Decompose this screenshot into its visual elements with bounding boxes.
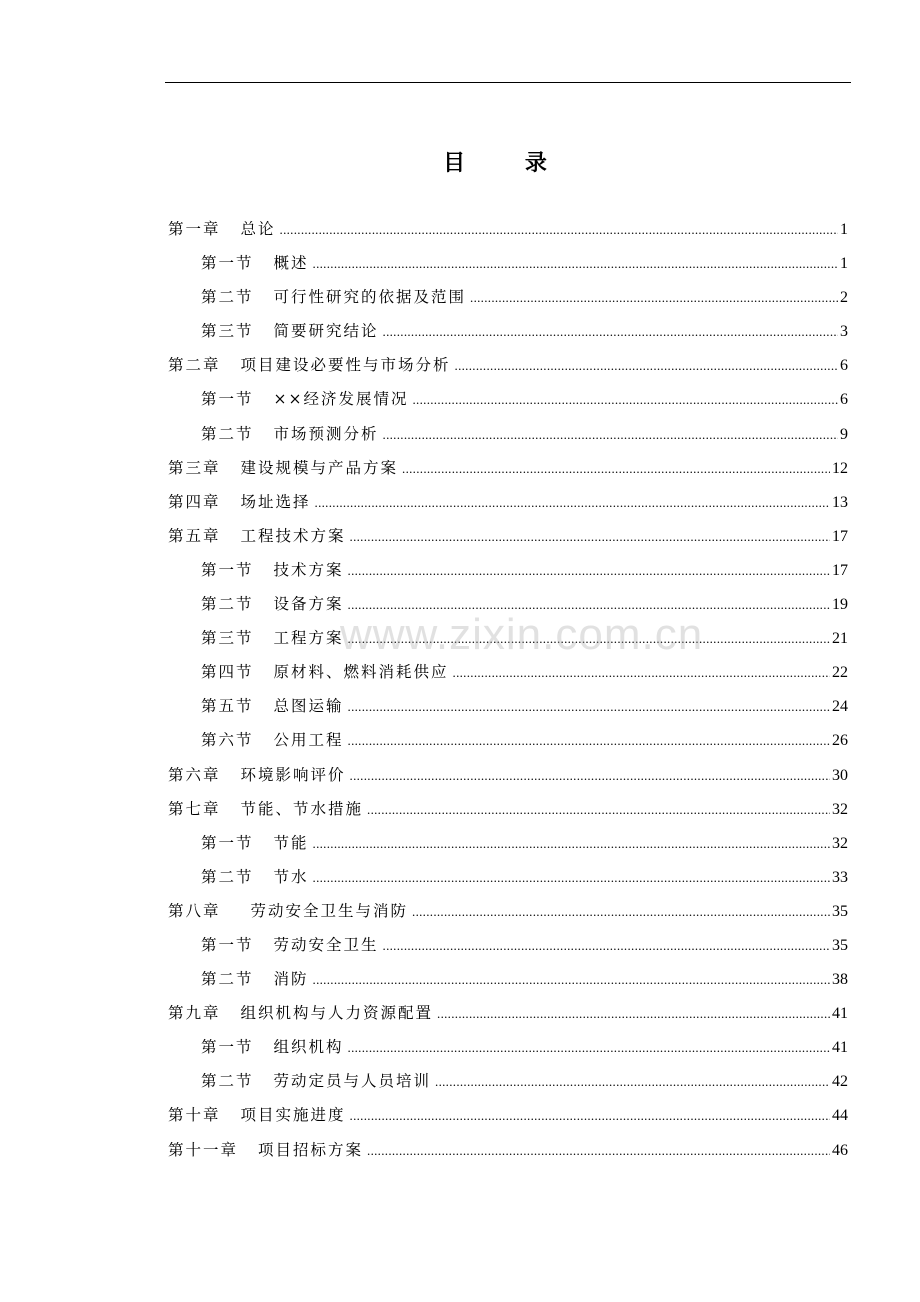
toc-entry-number: 第十一章 — [168, 1140, 239, 1159]
toc-page-number: 35 — [832, 902, 848, 920]
toc-chapter-entry[interactable] — [168, 350, 848, 384]
toc-entry-title: 公用工程 — [273, 731, 344, 750]
toc-section-entry[interactable] — [168, 657, 848, 691]
toc-dot-leader — [348, 692, 830, 722]
toc-entry-title: 项目实施进度 — [240, 1106, 346, 1125]
toc-chapter-entry[interactable] — [168, 453, 848, 487]
toc-entry-number: 第一节 — [201, 935, 254, 954]
toc-entry-title: 简要研究结论 — [273, 322, 379, 341]
toc-entry-number: 第二节 — [201, 1072, 254, 1091]
toc-dot-leader — [313, 863, 830, 893]
toc-page-number: 22 — [832, 664, 848, 682]
toc-page-number: 17 — [832, 561, 848, 579]
toc-section-entry[interactable] — [168, 725, 848, 759]
toc-entry-number: 第十章 — [168, 1106, 221, 1125]
toc-entry-title: 技术方案 — [273, 560, 344, 579]
toc-page-number: 46 — [832, 1141, 848, 1159]
toc-section-entry[interactable] — [168, 419, 848, 453]
toc-chapter-entry[interactable] — [168, 760, 848, 794]
toc-entry-title: 组织机构 — [273, 1038, 344, 1057]
toc-chapter-entry[interactable] — [168, 487, 848, 521]
page-title: 目 录 — [443, 151, 573, 176]
toc-entry-number: 第三节 — [201, 322, 254, 341]
toc-dot-leader — [412, 897, 830, 927]
toc-page-number: 6 — [840, 357, 848, 375]
toc-entry-title: 项目招标方案 — [258, 1140, 364, 1159]
toc-page-number: 32 — [832, 834, 848, 852]
toc-chapter-entry[interactable] — [168, 794, 848, 828]
toc-section-entry[interactable] — [168, 623, 848, 657]
toc-entry-title: 设备方案 — [273, 595, 344, 614]
toc-entry-title: ××经济发展情况 — [273, 390, 409, 409]
toc-entry-title: 总论 — [240, 220, 276, 238]
toc-entry-title: 劳动定员与人员培训 — [273, 1072, 432, 1091]
toc-dot-leader — [348, 590, 830, 620]
toc-entry-title: 场址选择 — [240, 492, 311, 511]
toc-entry-number: 第七章 — [168, 799, 221, 818]
toc-section-entry[interactable] — [168, 248, 848, 282]
watermark: www.zixin.com.cn — [340, 610, 704, 659]
toc-dot-leader — [280, 215, 838, 245]
toc-dot-leader — [313, 965, 830, 995]
toc-entry-number: 第二节 — [201, 288, 254, 307]
toc-entry-title: 环境影响评价 — [240, 765, 346, 784]
toc-section-entry[interactable] — [168, 828, 848, 862]
toc-entry-title: 市场预测分析 — [273, 424, 379, 443]
toc-page-number: 41 — [832, 1039, 848, 1057]
toc-entry-number: 第二节 — [201, 424, 254, 443]
toc-entry-title: 工程技术方案 — [240, 526, 346, 545]
toc-page-number: 33 — [832, 868, 848, 886]
toc-dot-leader — [437, 999, 830, 1029]
toc-section-entry[interactable] — [168, 964, 848, 998]
toc-entry-title: 劳动安全卫生与消防 — [250, 901, 409, 920]
toc-entry-title: 节能 — [273, 833, 309, 852]
toc-entry-number: 第一节 — [201, 1038, 254, 1057]
toc-page-number: 42 — [832, 1073, 848, 1091]
toc-entry-title: 劳动安全卫生 — [273, 935, 379, 954]
toc-entry-number: 第一节 — [201, 390, 254, 409]
toc-dot-leader — [348, 726, 830, 756]
toc-section-entry[interactable] — [168, 384, 848, 418]
toc-entry-number: 第三章 — [168, 458, 221, 477]
toc-page-number: 13 — [832, 493, 848, 511]
toc-page-number: 2 — [840, 289, 848, 307]
toc-entry-number: 第三节 — [201, 629, 254, 648]
toc-section-entry[interactable] — [168, 691, 848, 725]
toc-chapter-entry[interactable] — [168, 214, 848, 248]
toc-entry-title: 组织机构与人力资源配置 — [240, 1004, 434, 1023]
toc-dot-leader — [348, 624, 830, 654]
toc-entry-number: 第一节 — [201, 254, 254, 273]
toc-dot-leader — [315, 488, 830, 518]
toc-dot-leader — [350, 761, 830, 791]
toc-dot-leader — [350, 522, 830, 552]
toc-dot-leader — [453, 658, 830, 688]
toc-entry-title: 工程方案 — [273, 629, 344, 648]
toc-section-entry[interactable] — [168, 316, 848, 350]
toc-page-number: 1 — [840, 255, 848, 273]
toc-entry-number: 第二节 — [201, 867, 254, 886]
toc-section-entry[interactable] — [168, 1066, 848, 1100]
toc-dot-leader — [313, 829, 830, 859]
toc-chapter-entry[interactable] — [168, 1100, 848, 1134]
toc-entry-number: 第二章 — [168, 356, 221, 375]
toc-entry-number: 第一节 — [201, 833, 254, 852]
toc-chapter-entry[interactable] — [168, 1135, 848, 1169]
toc-page-number: 26 — [832, 732, 848, 750]
toc-page-number: 41 — [832, 1005, 848, 1023]
toc-section-entry[interactable] — [168, 282, 848, 316]
toc-chapter-entry[interactable] — [168, 896, 848, 930]
header-rule — [165, 82, 851, 83]
toc-section-entry[interactable] — [168, 930, 848, 964]
toc-page-number: 32 — [832, 800, 848, 818]
toc-section-entry[interactable] — [168, 862, 848, 896]
toc-dot-leader — [348, 1033, 830, 1063]
toc-page-number: 17 — [832, 527, 848, 545]
toc-dot-leader — [350, 1101, 830, 1131]
toc-entry-title: 消防 — [273, 970, 309, 989]
toc-page-number: 19 — [832, 596, 848, 614]
toc-dot-leader — [367, 1136, 830, 1166]
toc-page-number: 21 — [832, 630, 848, 648]
toc-entry-title: 节水 — [273, 867, 309, 886]
table-of-contents — [168, 214, 848, 1169]
toc-dot-leader — [383, 420, 838, 450]
toc-dot-leader — [402, 454, 830, 484]
toc-dot-leader — [455, 351, 838, 381]
toc-dot-leader — [435, 1067, 830, 1097]
toc-page-number: 30 — [832, 766, 848, 784]
toc-entry-title: 原材料、燃料消耗供应 — [273, 663, 449, 682]
toc-entry-title: 建设规模与产品方案 — [240, 458, 399, 477]
toc-entry-number: 第二节 — [201, 595, 254, 614]
toc-page-number: 35 — [832, 936, 848, 954]
toc-entry-title: 项目建设必要性与市场分析 — [240, 356, 451, 375]
toc-chapter-entry[interactable] — [168, 521, 848, 555]
toc-section-entry[interactable] — [168, 555, 848, 589]
toc-section-entry[interactable] — [168, 589, 848, 623]
toc-entry-number: 第八章 — [168, 901, 221, 920]
toc-page-number: 12 — [832, 459, 848, 477]
toc-entry-number: 第四章 — [168, 492, 221, 511]
toc-entry-title: 节能、节水措施 — [240, 799, 364, 818]
toc-chapter-entry[interactable] — [168, 998, 848, 1032]
toc-dot-leader — [413, 385, 839, 415]
toc-page-number: 6 — [840, 391, 848, 409]
toc-dot-leader — [383, 931, 830, 961]
toc-dot-leader — [348, 556, 830, 586]
toc-entry-number: 第四节 — [201, 663, 254, 682]
toc-page-number: 9 — [840, 425, 848, 443]
toc-entry-number: 第一节 — [201, 560, 254, 579]
toc-page-number: 24 — [832, 698, 848, 716]
toc-entry-number: 第二节 — [201, 970, 254, 989]
toc-entry-number: 第九章 — [168, 1004, 221, 1023]
toc-entry-number: 第五节 — [201, 697, 254, 716]
toc-dot-leader — [470, 283, 838, 313]
toc-page-number: 44 — [832, 1107, 848, 1125]
toc-dot-leader — [367, 795, 830, 825]
toc-entry-number: 第五章 — [168, 526, 221, 545]
toc-entry-title: 概述 — [273, 254, 309, 273]
toc-section-entry[interactable] — [168, 1032, 848, 1066]
toc-page-number: 1 — [840, 221, 848, 238]
toc-entry-number: 第六章 — [168, 765, 221, 784]
toc-entry-title: 总图运输 — [273, 697, 344, 716]
toc-page-number: 38 — [832, 971, 848, 989]
toc-entry-number: 第一章 — [168, 220, 221, 238]
toc-entry-title: 可行性研究的依据及范围 — [273, 288, 467, 307]
toc-entry-number: 第六节 — [201, 731, 254, 750]
toc-page-number: 3 — [840, 323, 848, 341]
toc-dot-leader — [383, 317, 838, 347]
toc-dot-leader — [313, 249, 838, 279]
